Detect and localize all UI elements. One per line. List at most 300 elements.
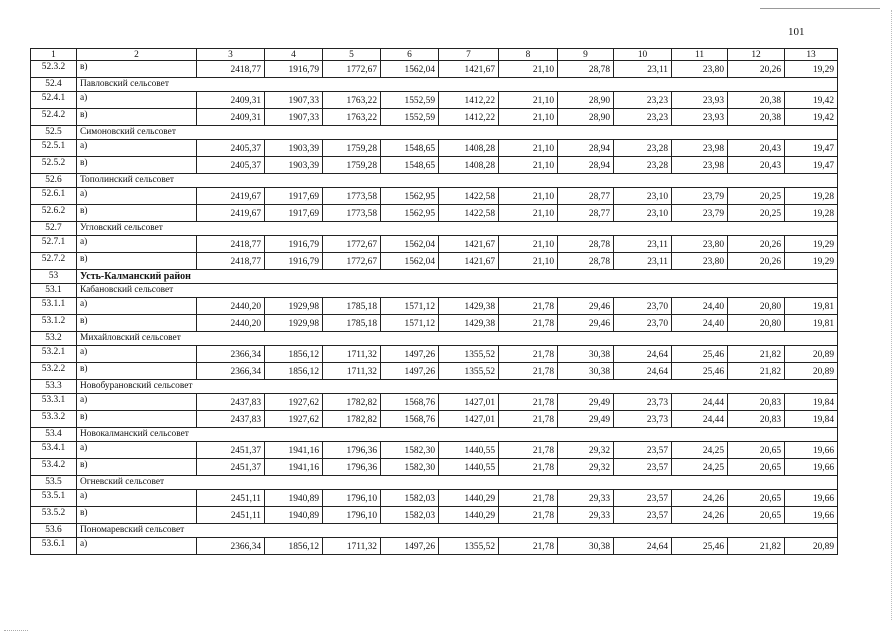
value-cell: 21,78: [499, 490, 558, 507]
value-cell: 19,28: [785, 188, 838, 205]
row-code: 53.6: [31, 524, 77, 538]
column-header: 13: [785, 49, 838, 61]
value-cell: 24,44: [672, 394, 728, 411]
value-cell: 21,78: [499, 538, 558, 555]
value-cell: 1916,79: [265, 236, 323, 253]
district-name: Усть-Калманский район: [77, 270, 838, 284]
value-cell: 1568,76: [381, 394, 439, 411]
value-cell: 21,78: [499, 442, 558, 459]
row-code: 53.5.1: [31, 490, 77, 507]
value-cell: 1929,98: [265, 315, 323, 332]
row-code: 53.4.2: [31, 459, 77, 476]
column-header: 2: [77, 49, 197, 61]
column-header: 4: [265, 49, 323, 61]
table-row: [31, 442, 838, 459]
value-cell: 23,93: [672, 109, 728, 126]
value-cell: 21,78: [499, 346, 558, 363]
table-row: [31, 315, 838, 332]
value-cell: 1711,32: [323, 363, 381, 380]
value-cell: 1552,59: [381, 92, 439, 109]
value-cell: 2451,37: [197, 459, 265, 476]
row-code: 52.4.1: [31, 92, 77, 109]
value-cell: 19,66: [785, 459, 838, 476]
value-cell: 23,11: [614, 253, 672, 270]
value-cell: 19,66: [785, 507, 838, 524]
value-cell: 25,46: [672, 538, 728, 555]
value-cell: 23,10: [614, 205, 672, 222]
value-cell: 25,46: [672, 363, 728, 380]
value-cell: 2366,34: [197, 538, 265, 555]
table-row: [31, 459, 838, 476]
column-header: 9: [558, 49, 614, 61]
value-cell: 1711,32: [323, 538, 381, 555]
value-cell: 20,89: [785, 363, 838, 380]
section-row: [31, 174, 838, 188]
value-cell: 1796,36: [323, 442, 381, 459]
value-cell: 24,25: [672, 459, 728, 476]
table-row: [31, 507, 838, 524]
value-cell: 23,10: [614, 188, 672, 205]
value-cell: 29,32: [558, 442, 614, 459]
row-code: 52.5: [31, 126, 77, 140]
value-cell: 23,57: [614, 490, 672, 507]
table-row: [31, 253, 838, 270]
value-cell: 19,84: [785, 411, 838, 428]
section-row: [31, 476, 838, 490]
value-cell: 1773,58: [323, 188, 381, 205]
value-cell: 24,40: [672, 298, 728, 315]
value-cell: 1856,12: [265, 363, 323, 380]
section-row: [31, 380, 838, 394]
value-cell: 20,80: [728, 298, 785, 315]
row-variant: в): [77, 109, 197, 126]
value-cell: 29,46: [558, 298, 614, 315]
value-cell: 1422,58: [439, 188, 499, 205]
section-name: Новокалманский сельсовет: [77, 428, 838, 442]
value-cell: 1917,69: [265, 205, 323, 222]
value-cell: 2437,83: [197, 394, 265, 411]
section-name: Пономаревский сельсовет: [77, 524, 838, 538]
row-variant: в): [77, 507, 197, 524]
table-row: [31, 157, 838, 174]
value-cell: 1785,18: [323, 298, 381, 315]
value-cell: 28,78: [558, 236, 614, 253]
value-cell: 20,38: [728, 92, 785, 109]
value-cell: 1772,67: [323, 236, 381, 253]
value-cell: 21,82: [728, 346, 785, 363]
value-cell: 21,10: [499, 157, 558, 174]
value-cell: 1773,58: [323, 205, 381, 222]
column-header: 7: [439, 49, 499, 61]
page-number: 101: [788, 26, 805, 38]
value-cell: 1907,33: [265, 109, 323, 126]
value-cell: 30,38: [558, 538, 614, 555]
section-row: [31, 126, 838, 140]
table-row: [31, 538, 838, 555]
value-cell: 1763,22: [323, 109, 381, 126]
table-row: [31, 140, 838, 157]
row-variant: в): [77, 61, 197, 78]
value-cell: 1903,39: [265, 157, 323, 174]
row-variant: в): [77, 157, 197, 174]
value-cell: 21,78: [499, 459, 558, 476]
header-row: [31, 49, 838, 61]
value-cell: 21,10: [499, 205, 558, 222]
value-cell: 1782,82: [323, 394, 381, 411]
value-cell: 2440,20: [197, 315, 265, 332]
value-cell: 1582,30: [381, 459, 439, 476]
value-cell: 1422,58: [439, 205, 499, 222]
value-cell: 23,93: [672, 92, 728, 109]
value-cell: 1940,89: [265, 490, 323, 507]
row-variant: а): [77, 346, 197, 363]
value-cell: 21,10: [499, 253, 558, 270]
value-cell: 1497,26: [381, 538, 439, 555]
value-cell: 19,47: [785, 140, 838, 157]
row-variant: в): [77, 253, 197, 270]
row-code: 52.4.2: [31, 109, 77, 126]
value-cell: 1941,16: [265, 459, 323, 476]
value-cell: 20,80: [728, 315, 785, 332]
value-cell: 2419,67: [197, 188, 265, 205]
row-code: 52.6: [31, 174, 77, 188]
value-cell: 24,40: [672, 315, 728, 332]
value-cell: 24,64: [614, 346, 672, 363]
value-cell: 21,82: [728, 363, 785, 380]
value-cell: 28,77: [558, 205, 614, 222]
table-row: [31, 394, 838, 411]
value-cell: 1571,12: [381, 298, 439, 315]
value-cell: 23,57: [614, 507, 672, 524]
row-variant: а): [77, 188, 197, 205]
value-cell: 20,43: [728, 140, 785, 157]
value-cell: 2418,77: [197, 61, 265, 78]
value-cell: 19,29: [785, 253, 838, 270]
value-cell: 1562,95: [381, 205, 439, 222]
value-cell: 1785,18: [323, 315, 381, 332]
value-cell: 2440,20: [197, 298, 265, 315]
value-cell: 1429,38: [439, 315, 499, 332]
value-cell: 2405,37: [197, 140, 265, 157]
value-cell: 1562,95: [381, 188, 439, 205]
column-header: 5: [323, 49, 381, 61]
value-cell: 1571,12: [381, 315, 439, 332]
row-code: 53.3.2: [31, 411, 77, 428]
row-code: 52.6.1: [31, 188, 77, 205]
value-cell: 1440,29: [439, 490, 499, 507]
value-cell: 23,80: [672, 236, 728, 253]
value-cell: 1927,62: [265, 394, 323, 411]
row-code: 52.7.1: [31, 236, 77, 253]
table-row: [31, 236, 838, 253]
row-code: 53.1: [31, 284, 77, 298]
value-cell: 23,80: [672, 61, 728, 78]
section-name: Кабановский сельсовет: [77, 284, 838, 298]
value-cell: 19,42: [785, 109, 838, 126]
row-code: 52.4: [31, 78, 77, 92]
value-cell: 19,66: [785, 442, 838, 459]
section-name: Павловский сельсовет: [77, 78, 838, 92]
section-name: Тополинский сельсовет: [77, 174, 838, 188]
value-cell: 21,10: [499, 140, 558, 157]
row-variant: в): [77, 363, 197, 380]
value-cell: 23,57: [614, 459, 672, 476]
value-cell: 28,78: [558, 253, 614, 270]
row-variant: а): [77, 92, 197, 109]
value-cell: 21,78: [499, 315, 558, 332]
value-cell: 1903,39: [265, 140, 323, 157]
value-cell: 1421,67: [439, 253, 499, 270]
row-variant: а): [77, 236, 197, 253]
value-cell: 28,94: [558, 157, 614, 174]
value-cell: 20,26: [728, 253, 785, 270]
value-cell: 23,28: [614, 140, 672, 157]
value-cell: 21,78: [499, 298, 558, 315]
value-cell: 1941,16: [265, 442, 323, 459]
page-edge: [891, 10, 892, 620]
value-cell: 1408,28: [439, 157, 499, 174]
value-cell: 30,38: [558, 363, 614, 380]
section-row: [31, 222, 838, 236]
value-cell: 1917,69: [265, 188, 323, 205]
row-variant: в): [77, 315, 197, 332]
section-row: [31, 428, 838, 442]
row-code: 52.3.2: [31, 61, 77, 78]
value-cell: 2366,34: [197, 363, 265, 380]
value-cell: 24,44: [672, 411, 728, 428]
value-cell: 20,26: [728, 236, 785, 253]
value-cell: 21,78: [499, 394, 558, 411]
value-cell: 19,29: [785, 236, 838, 253]
value-cell: 20,83: [728, 411, 785, 428]
value-cell: 2418,77: [197, 236, 265, 253]
value-cell: 1440,55: [439, 459, 499, 476]
footer-mark: [4, 630, 28, 631]
value-cell: 23,70: [614, 315, 672, 332]
value-cell: 1429,38: [439, 298, 499, 315]
value-cell: 23,98: [672, 157, 728, 174]
value-cell: 19,47: [785, 157, 838, 174]
value-cell: 24,26: [672, 507, 728, 524]
table-row: [31, 490, 838, 507]
row-code: 53.5.2: [31, 507, 77, 524]
district-row: [31, 270, 838, 284]
value-cell: 1796,10: [323, 507, 381, 524]
value-cell: 1355,52: [439, 346, 499, 363]
row-code: 53: [31, 270, 77, 284]
value-cell: 19,81: [785, 298, 838, 315]
value-cell: 1711,32: [323, 346, 381, 363]
table-row: [31, 298, 838, 315]
value-cell: 1568,76: [381, 411, 439, 428]
row-code: 53.3: [31, 380, 77, 394]
table-row: [31, 109, 838, 126]
row-variant: а): [77, 298, 197, 315]
value-cell: 1796,36: [323, 459, 381, 476]
value-cell: 23,57: [614, 442, 672, 459]
section-row: [31, 332, 838, 346]
value-cell: 21,78: [499, 411, 558, 428]
value-cell: 19,28: [785, 205, 838, 222]
section-row: [31, 78, 838, 92]
tariff-table: [30, 48, 838, 555]
value-cell: 20,89: [785, 346, 838, 363]
value-cell: 20,38: [728, 109, 785, 126]
value-cell: 23,98: [672, 140, 728, 157]
value-cell: 1772,67: [323, 61, 381, 78]
row-variant: а): [77, 538, 197, 555]
value-cell: 2451,11: [197, 490, 265, 507]
value-cell: 1856,12: [265, 346, 323, 363]
column-header: 8: [499, 49, 558, 61]
value-cell: 30,38: [558, 346, 614, 363]
value-cell: 24,26: [672, 490, 728, 507]
value-cell: 29,32: [558, 459, 614, 476]
row-code: 52.6.2: [31, 205, 77, 222]
value-cell: 20,26: [728, 61, 785, 78]
table-row: [31, 205, 838, 222]
value-cell: 1782,82: [323, 411, 381, 428]
value-cell: 2451,11: [197, 507, 265, 524]
value-cell: 23,80: [672, 253, 728, 270]
value-cell: 29,49: [558, 394, 614, 411]
value-cell: 1927,62: [265, 411, 323, 428]
value-cell: 19,84: [785, 394, 838, 411]
section-name: Угловский сельсовет: [77, 222, 838, 236]
value-cell: 2366,34: [197, 346, 265, 363]
column-header: 1: [31, 49, 77, 61]
section-row: [31, 524, 838, 538]
value-cell: 1408,28: [439, 140, 499, 157]
value-cell: 21,10: [499, 109, 558, 126]
value-cell: 1582,03: [381, 507, 439, 524]
value-cell: 1412,22: [439, 109, 499, 126]
value-cell: 1759,28: [323, 157, 381, 174]
value-cell: 2405,37: [197, 157, 265, 174]
value-cell: 1440,55: [439, 442, 499, 459]
value-cell: 23,23: [614, 92, 672, 109]
row-code: 53.4.1: [31, 442, 77, 459]
value-cell: 20,65: [728, 459, 785, 476]
section-name: Огневский сельсовет: [77, 476, 838, 490]
row-code: 53.1.1: [31, 298, 77, 315]
value-cell: 1440,29: [439, 507, 499, 524]
value-cell: 1759,28: [323, 140, 381, 157]
value-cell: 21,10: [499, 92, 558, 109]
section-name: Симоновский сельсовет: [77, 126, 838, 140]
value-cell: 21,10: [499, 61, 558, 78]
row-variant: а): [77, 442, 197, 459]
value-cell: 20,43: [728, 157, 785, 174]
value-cell: 1916,79: [265, 61, 323, 78]
value-cell: 1421,67: [439, 61, 499, 78]
value-cell: 1548,65: [381, 157, 439, 174]
row-code: 53.5: [31, 476, 77, 490]
value-cell: 23,79: [672, 188, 728, 205]
value-cell: 1497,26: [381, 363, 439, 380]
value-cell: 29,33: [558, 490, 614, 507]
column-header: 12: [728, 49, 785, 61]
value-cell: 1355,52: [439, 363, 499, 380]
value-cell: 24,25: [672, 442, 728, 459]
value-cell: 1796,10: [323, 490, 381, 507]
column-header: 6: [381, 49, 439, 61]
row-variant: а): [77, 140, 197, 157]
value-cell: 29,46: [558, 315, 614, 332]
table-row: [31, 411, 838, 428]
value-cell: 21,78: [499, 507, 558, 524]
value-cell: 1427,01: [439, 394, 499, 411]
value-cell: 24,64: [614, 363, 672, 380]
value-cell: 19,66: [785, 490, 838, 507]
value-cell: 28,77: [558, 188, 614, 205]
value-cell: 28,78: [558, 61, 614, 78]
value-cell: 1548,65: [381, 140, 439, 157]
section-name: Новобурановский сельсовет: [77, 380, 838, 394]
value-cell: 1562,04: [381, 253, 439, 270]
value-cell: 20,25: [728, 188, 785, 205]
value-cell: 1582,03: [381, 490, 439, 507]
value-cell: 1427,01: [439, 411, 499, 428]
value-cell: 23,79: [672, 205, 728, 222]
row-code: 52.5.1: [31, 140, 77, 157]
row-code: 52.5.2: [31, 157, 77, 174]
row-code: 53.6.1: [31, 538, 77, 555]
value-cell: 1929,98: [265, 298, 323, 315]
value-cell: 23,73: [614, 394, 672, 411]
value-cell: 20,25: [728, 205, 785, 222]
column-header: 11: [672, 49, 728, 61]
value-cell: 19,42: [785, 92, 838, 109]
row-variant: а): [77, 490, 197, 507]
value-cell: 29,33: [558, 507, 614, 524]
row-code: 53.4: [31, 428, 77, 442]
row-variant: в): [77, 411, 197, 428]
value-cell: 28,94: [558, 140, 614, 157]
row-code: 53.2.1: [31, 346, 77, 363]
value-cell: 20,89: [785, 538, 838, 555]
value-cell: 21,10: [499, 236, 558, 253]
value-cell: 1562,04: [381, 61, 439, 78]
value-cell: 1940,89: [265, 507, 323, 524]
row-variant: в): [77, 459, 197, 476]
table-row: [31, 188, 838, 205]
value-cell: 23,73: [614, 411, 672, 428]
column-header: 3: [197, 49, 265, 61]
row-code: 53.2.2: [31, 363, 77, 380]
value-cell: 2437,83: [197, 411, 265, 428]
value-cell: 1562,04: [381, 236, 439, 253]
value-cell: 1856,12: [265, 538, 323, 555]
value-cell: 24,64: [614, 538, 672, 555]
value-cell: 29,49: [558, 411, 614, 428]
table-row: [31, 363, 838, 380]
value-cell: 23,11: [614, 236, 672, 253]
value-cell: 20,65: [728, 507, 785, 524]
value-cell: 23,70: [614, 298, 672, 315]
value-cell: 23,11: [614, 61, 672, 78]
value-cell: 1772,67: [323, 253, 381, 270]
value-cell: 20,83: [728, 394, 785, 411]
value-cell: 1421,67: [439, 236, 499, 253]
value-cell: 2418,77: [197, 253, 265, 270]
value-cell: 28,90: [558, 109, 614, 126]
row-code: 52.7: [31, 222, 77, 236]
value-cell: 20,65: [728, 442, 785, 459]
table-row: [31, 92, 838, 109]
value-cell: 21,78: [499, 363, 558, 380]
value-cell: 19,81: [785, 315, 838, 332]
